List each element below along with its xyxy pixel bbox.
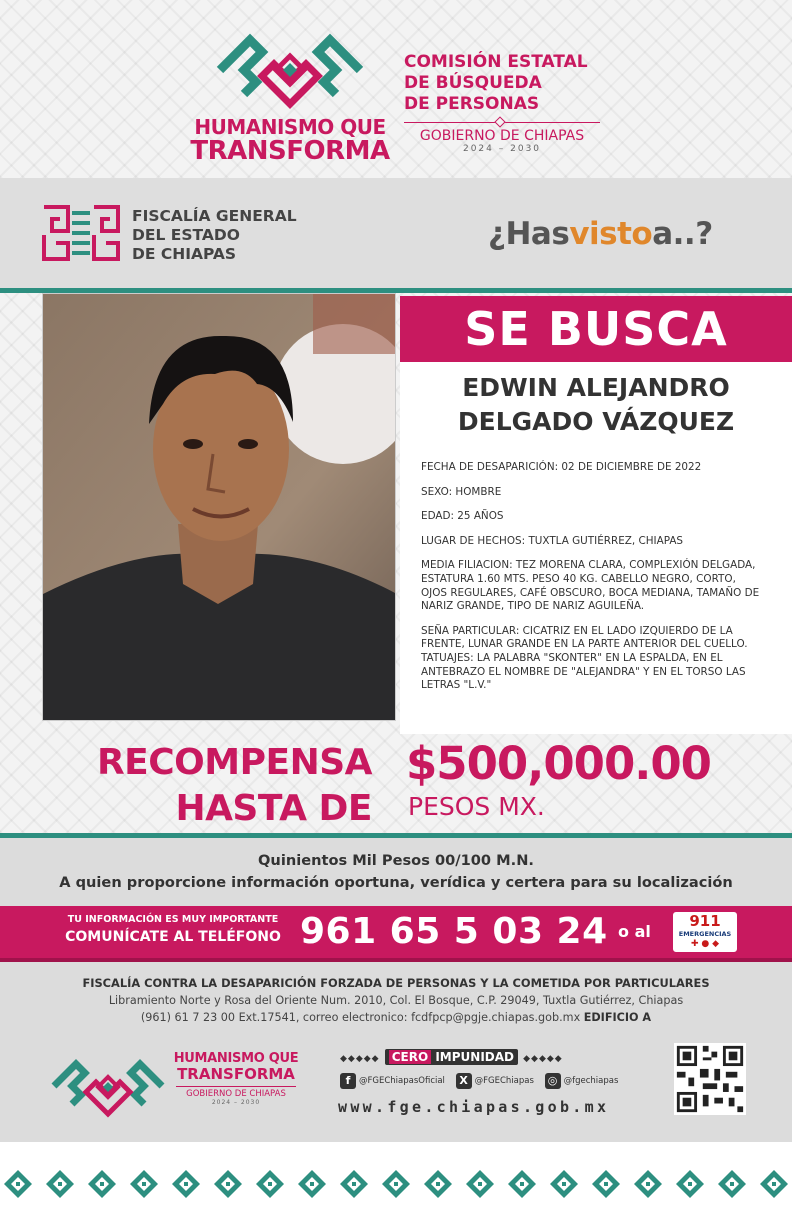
x-handle: @FGEChiapas (474, 1076, 534, 1086)
humanismo-logo (190, 30, 390, 170)
office-name: FISCALÍA CONTRA LA DESAPARICIÓN FORZADA DE PERSONAS Y LA COMETIDA POR PARTICULARES (82, 976, 710, 990)
person-name-line2: DELGADO VÁZQUEZ (457, 407, 735, 436)
diamond-core-icon (394, 1182, 398, 1186)
diamond-core-icon (478, 1182, 482, 1186)
contact-phone[interactable]: 961 65 5 03 24 (300, 911, 608, 952)
campaign-post: a..? (652, 216, 713, 252)
gobierno-small: GOBIERNO DE CHIAPAS (186, 1089, 286, 1099)
diamond-core-icon (520, 1182, 524, 1186)
detail-place: LUGAR DE HECHOS: TUXTLA GUTIÉRREZ, CHIAPAS (421, 534, 684, 547)
comision-line2: DE BÚSQUEDA (404, 73, 542, 93)
humanismo-small-line1: HUMANISMO QUE (173, 1051, 299, 1066)
reward-label (42, 740, 372, 832)
contact-important: TU INFORMACIÓN ES MUY IMPORTANTE (67, 914, 279, 925)
comision-divider (404, 122, 600, 123)
reward-amount: $500,000.00 (406, 737, 711, 790)
diamond-core-icon (100, 1182, 104, 1186)
diamond-border (0, 1168, 792, 1200)
impunidad-word: IMPUNIDAD (435, 1049, 515, 1064)
years-label: 2024 – 2030 (462, 144, 542, 154)
website-link[interactable]: www.fge.chiapas.gob.mx (338, 1098, 610, 1116)
office-contact (0, 1009, 792, 1026)
humanismo-emblem-icon (210, 30, 370, 116)
contact-or: o al (618, 922, 651, 941)
header-band (0, 0, 792, 178)
comision-line1: COMISIÓN ESTATAL (404, 52, 588, 72)
detail-sex: SEXO: HOMBRE (421, 485, 502, 498)
diamond-core-icon (58, 1182, 62, 1186)
diamond-core-icon (688, 1182, 692, 1186)
comision-line3: DE PERSONAS (404, 94, 540, 114)
diamond-core-icon (604, 1182, 608, 1186)
reward-words: Quinientos Mil Pesos 00/100 M.N. (258, 852, 534, 869)
fiscalia-line3: DE CHIAPAS (132, 245, 237, 263)
campaign-pre: ¿Has (488, 216, 570, 252)
diamond-core-icon (352, 1182, 356, 1186)
diamond-dots-left-icon: ◆◆◆◆◆ (340, 1054, 380, 1064)
reward-label-line2: HASTA DE (175, 788, 372, 829)
office-building: EDIFICIO A (583, 1011, 652, 1024)
office-address: Libramiento Norte y Rosa del Oriente Num. 2010, Col. El Bosque, C.P. 29049, Tuxtla Gutiérrez, Chiapas (108, 994, 684, 1007)
social-links (340, 1073, 640, 1091)
diamond-dots-right-icon: ◆◆◆◆◆ (523, 1054, 563, 1064)
person-details (421, 461, 761, 704)
fiscalia-name (132, 207, 297, 264)
facebook-icon: f (340, 1073, 356, 1089)
emergency-symbols-icon: ✚ ● ◆ (690, 939, 720, 949)
campaign-title (488, 216, 713, 252)
reward-label-line1: RECOMPENSA (96, 742, 372, 783)
fiscalia-line2: DEL ESTADO (132, 226, 240, 244)
detail-description: MEDIA FILIACION: TEZ MORENA CLARA, COMPLEXIÓN DELGADA, ESTATURA 1.60 MTS. PESO 40 KG. CABELLO NEGRO, CORTO, OJOS REGULARES, CAFÉ OBSCURO, BOCA MEDIANA, TAMAÑO DE NARIZ GRANDE, TIPO DE NARIZ AGUILEÑA. (421, 559, 760, 613)
gobierno-label: GOBIERNO DE CHIAPAS (419, 128, 585, 144)
diamond-core-icon (562, 1182, 566, 1186)
campaign-mid: visto (569, 216, 653, 252)
reward-condition: A quien proporcione información oportuna, verídica y certera para su localización (59, 874, 733, 891)
diamond-core-icon (730, 1182, 734, 1186)
diamond-core-icon (772, 1182, 776, 1186)
emergency-label: EMERGENCIAS (678, 930, 732, 938)
detail-age: EDAD: 25 AÑOS (421, 510, 504, 523)
comision-block (404, 52, 614, 154)
x-link[interactable] (456, 1073, 534, 1089)
reward-currency: PESOS MX. (408, 792, 545, 821)
instagram-link[interactable] (545, 1073, 619, 1089)
office-phone-email: (961) 61 7 23 00 Ext.17541, correo electronico: fcdfpcp@pgje.chiapas.gob.mx (140, 1011, 581, 1024)
fiscalia-line1: FISCALÍA GENERAL (132, 207, 297, 225)
cero-impunidad-badge (385, 1049, 518, 1065)
fiscalia-emblem-icon (42, 205, 120, 261)
detail-date: FECHA DE DESAPARICIÓN: 02 DE DICIEMBRE DE 2022 (421, 461, 702, 473)
facebook-link[interactable] (340, 1073, 445, 1089)
emergency-911-icon[interactable] (673, 912, 737, 952)
cero-word: CERO (389, 1050, 431, 1064)
diamond-core-icon (16, 1182, 20, 1186)
instagram-handle: @fgechiapas (563, 1076, 619, 1086)
x-icon: X (456, 1073, 472, 1089)
humanismo-small-text (172, 1052, 300, 1106)
detail-marks: SEÑA PARTICULAR: CICATRIZ EN EL LADO IZQUIERDO DE LA FRENTE, LUNAR GRANDE EN LA PARTE ANTERIOR DEL CUELLO. TATUAJES: LA PALABRA "SKONTER" EN LA ESPALDA, EN EL ANTEBRAZO EL NOMBRE DE "ALEJANDRA" Y EN EL TORSO LAS LETRAS "L.V." (421, 624, 748, 692)
portrait-image (43, 294, 396, 721)
humanismo-small-line2: TRANSFORMA (177, 1065, 295, 1083)
facebook-handle: @FGEChiapasOficial (359, 1076, 445, 1086)
diamond-core-icon (646, 1182, 650, 1186)
diamond-core-icon (436, 1182, 440, 1186)
reward-text (0, 850, 792, 894)
instagram-icon: ◎ (545, 1073, 561, 1089)
emergency-number: 911 (689, 912, 721, 930)
se-busca-banner: SE BUSCA (400, 296, 792, 362)
diamond-core-icon (226, 1182, 230, 1186)
diamond-core-icon (142, 1182, 146, 1186)
humanismo-line2: TRANSFORMA (190, 136, 390, 166)
person-name (400, 371, 792, 439)
humanismo-emblem-small-icon (48, 1050, 168, 1125)
humanismo-small-divider (176, 1086, 296, 1087)
diamond-core-icon (184, 1182, 188, 1186)
contact-prompt (58, 913, 288, 947)
diamond-core-icon (310, 1182, 314, 1186)
humanismo-line1: HUMANISMO QUE (194, 115, 386, 139)
missing-person-photo (42, 293, 396, 721)
diamond-core-icon (268, 1182, 272, 1186)
contact-call: COMUNÍCATE AL TELÉFONO (65, 929, 281, 945)
person-name-line1: EDWIN ALEJANDRO (462, 373, 730, 402)
qr-code-icon[interactable] (674, 1043, 746, 1115)
years-small: 2024 – 2030 (211, 1099, 261, 1106)
cero-impunidad (340, 1046, 626, 1066)
